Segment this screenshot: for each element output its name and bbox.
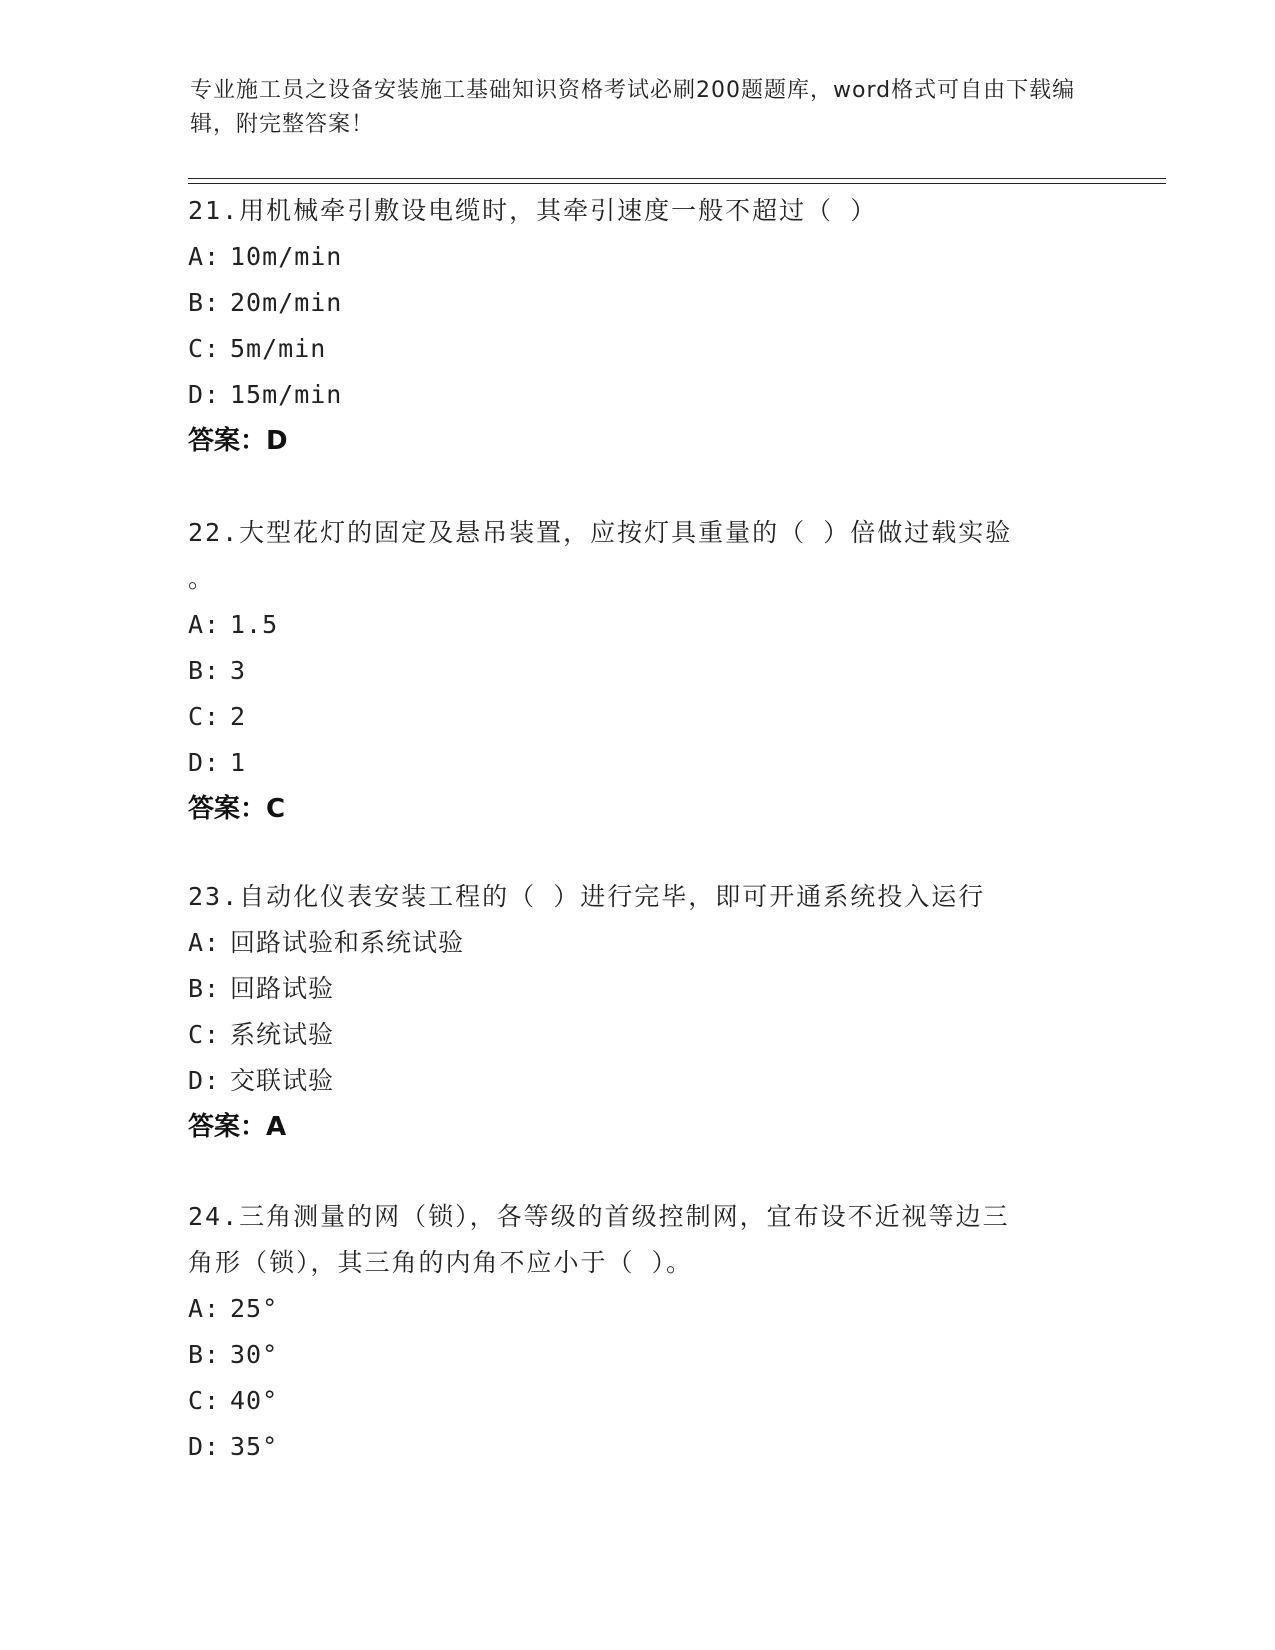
option-c [188,694,1108,740]
option-letter: C: [188,334,221,363]
option-letter: B: [188,1340,221,1369]
option-text: 1.5 [230,610,279,639]
option-d [188,740,1108,786]
header-divider-bottom [188,183,1166,184]
document-header: 专业施工员之设备安装施工基础知识资格考试必刷200题题库，word格式可自由下载编辑，附完整答案！ [190,78,1076,137]
question-23 [188,874,1108,1150]
option-text: 40° [230,1386,279,1415]
option-letter: D: [188,380,221,409]
option-d [188,1424,1108,1470]
question-stem: 21.用机械牵引敷设电缆时，其牵引速度一般不超过（ ） [188,196,878,225]
question-stem-line-1: 22.大型花灯的固定及悬吊装置，应按灯具重量的（ ）倍做过载实验 [188,518,1013,547]
option-letter: C: [188,1386,221,1415]
option-letter: C: [188,1020,221,1049]
option-text: 5m/min [230,334,327,363]
question-stem: 23.自动化仪表安装工程的（ ）进行完毕，即可开通系统投入运行 [188,882,986,911]
option-a [188,602,1108,648]
answer-line: 答案：C [188,794,286,824]
option-d [188,1058,1108,1104]
option-text: 35° [230,1432,279,1461]
option-letter: D: [188,1432,221,1461]
question-22 [188,510,1108,832]
option-text: 回路试验 [230,974,335,1003]
option-text: 25° [230,1294,279,1323]
option-text: 10m/min [230,242,343,271]
option-letter: C: [188,702,221,731]
option-c [188,326,1108,372]
option-letter: B: [188,974,221,1003]
option-text: 15m/min [230,380,343,409]
option-letter: A: [188,1294,221,1323]
answer-line: 答案：A [188,1112,287,1142]
header-divider-top [188,178,1166,179]
option-letter: A: [188,928,221,957]
option-text: 1 [230,748,247,777]
option-letter: A: [188,242,221,271]
question-stem-line-2: 。 [188,564,216,593]
option-c [188,1378,1108,1424]
question-24 [188,1194,1108,1470]
option-a [188,1286,1108,1332]
question-stem-line-1: 24.三角测量的网（锁），各等级的首级控制网，宜布设不近视等边三 [188,1202,1010,1231]
option-a [188,234,1108,280]
option-text: 3 [230,656,247,685]
option-text: 交联试验 [230,1066,335,1095]
question-stem-line-2: 角形（锁），其三角的内角不应小于（ ）。 [188,1248,694,1277]
option-text: 系统试验 [230,1020,335,1049]
option-b [188,280,1108,326]
option-b [188,966,1108,1012]
option-d [188,372,1108,418]
option-letter: D: [188,1066,221,1095]
option-letter: B: [188,656,221,685]
option-c [188,1012,1108,1058]
option-a [188,920,1108,966]
option-letter: B: [188,288,221,317]
option-b [188,1332,1108,1378]
option-text: 回路试验和系统试验 [230,928,465,957]
option-text: 30° [230,1340,279,1369]
option-letter: A: [188,610,221,639]
question-21 [188,188,1108,464]
answer-line: 答案：D [188,426,288,456]
option-b [188,648,1108,694]
option-text: 20m/min [230,288,343,317]
option-text: 2 [230,702,247,731]
option-letter: D: [188,748,221,777]
